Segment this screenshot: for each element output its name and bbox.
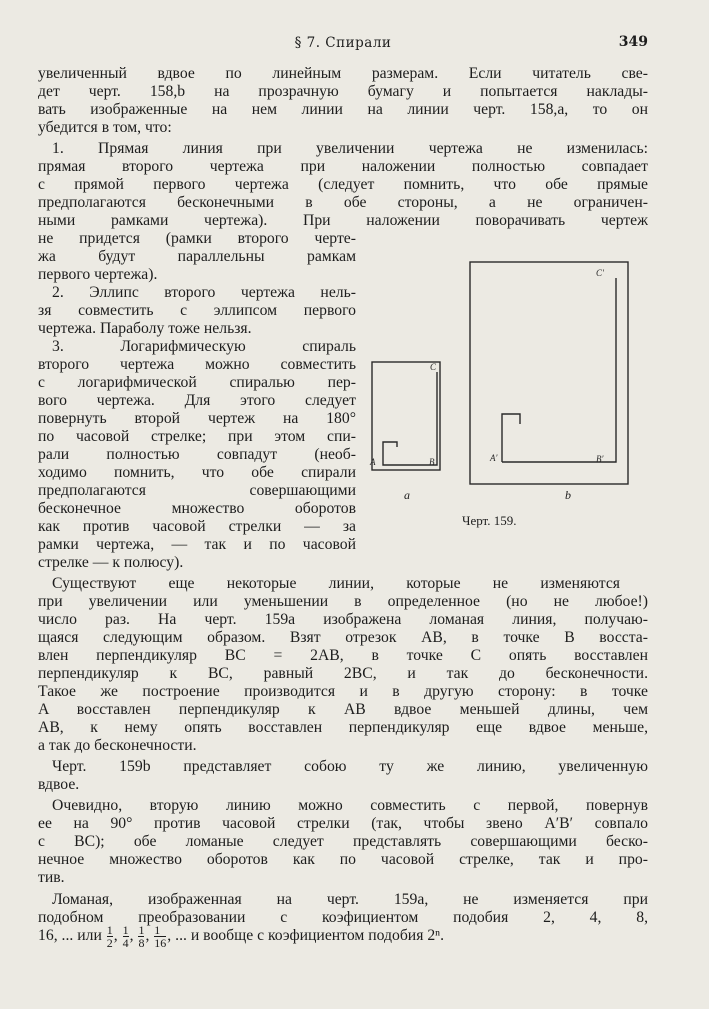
text-line: Очевидно, вторую линию можно совместить с первой, повернув: [52, 797, 648, 814]
fraction: $\frac{1}{8}$: [138, 922, 145, 950]
formula-tail: ... и вообще с коэфициентом подобия 2ⁿ.: [175, 927, 445, 944]
text-line: не придется (рамки второго черте-: [38, 230, 356, 247]
text-line: ходимо помнить, что обе спирали: [38, 464, 356, 481]
text-line: повернуть второй чертеж на 180°: [38, 410, 356, 427]
fraction: $\frac{1}{2}$: [106, 922, 113, 950]
figure-caption: Черт. 159.: [462, 513, 517, 528]
text-line: щаяся следующим образом. Взят отрезок AB, в точке B восста-: [38, 629, 648, 646]
figure-b-label: b: [565, 488, 571, 502]
text-line: вдвое.: [38, 776, 80, 793]
point-b-label: B: [429, 457, 435, 467]
text-line: перпендикуляр к BC, равный 2BC, и так до бесконечности.: [38, 665, 648, 682]
text-line: дет черт. 158,b на прозрачную бумагу и попытается наклады-: [38, 83, 648, 100]
point-a-label: A: [370, 457, 376, 467]
point-a-prime-label: A′: [490, 453, 498, 463]
text-line: при увеличении или уменьшении в определенное (но не любое!): [38, 593, 648, 610]
text-line: по часовой стрелке; при этом спи-: [38, 428, 356, 445]
frame-b: [470, 262, 628, 484]
text-line: с прямой первого чертежа (следует помнить, что обе прямые: [38, 176, 648, 193]
text-line: Существуют еще некоторые линии, которые не изменяются: [52, 575, 620, 592]
text-line: A восставлен перпендикуляр к AB вдвое меньшей длины, чем: [38, 701, 648, 718]
polyline-b-inner: [502, 414, 520, 462]
text-line: ными рамками чертежа). При наложении поворачивать чертеж: [38, 212, 648, 229]
text-line: Черт. 159b представляет собою ту же линию, увеличенную: [52, 758, 648, 775]
text-line: жа будут параллельны рамкам: [38, 248, 356, 265]
text-line: рамки чертежа, — так и по часовой: [38, 536, 356, 553]
text-line: предполагаются совершающими: [38, 482, 356, 499]
frame-a: [372, 362, 440, 470]
point-c-label: C: [430, 362, 437, 372]
polyline-a: [383, 372, 437, 465]
text-line: бесконечное множество оборотов: [38, 500, 356, 517]
text-line: стрелке — к полюсу).: [38, 554, 184, 571]
figure-a-label: a: [404, 488, 410, 502]
text-line: предполагаются бесконечными в обе стороны, а не ограничен-: [38, 194, 648, 211]
text-line: а так до бесконечности.: [38, 737, 197, 754]
text-line: прямая второго чертежа при наложении полностью совпадает: [38, 158, 648, 175]
text-line: второго чертежа можно совместить: [38, 356, 356, 373]
point-b-prime-label: B′: [596, 454, 604, 464]
fraction: $\frac{1}{4}$: [122, 922, 129, 950]
text-line: как против часовой стрелки — за: [38, 518, 356, 535]
polyline-b-main: [502, 278, 616, 462]
text-line: влен перпендикуляр BC = 2AB, в точке C опять восставлен: [38, 647, 648, 664]
text-line: с логарифмической спиралью пер-: [38, 374, 356, 391]
text-line: первого чертежа).: [38, 266, 158, 283]
text-line: нечное множество оборотов как по часовой стрелке, так и про-: [38, 851, 648, 868]
text-line: 1. Прямая линия при увеличении чертежа не изменилась:: [52, 140, 648, 157]
text-line: чертежа. Параболу тоже нельзя.: [38, 320, 252, 337]
text-line: зя совместить с эллипсом первого: [38, 302, 356, 319]
text-line: вого чертежа. Для этого следует: [38, 392, 356, 409]
text-line: 2. Эллипс второго чертежа нель-: [52, 284, 356, 301]
text-line: с BC); обе ломаные следует представлять совершающими беско-: [38, 833, 648, 850]
text-line: число раз. На черт. 159a изображена ломаная линия, получаю-: [38, 611, 648, 628]
page-number: 349: [618, 34, 648, 50]
text-line: рали полностью совпадут (необ-: [38, 446, 356, 463]
text-line: подобном преобразовании с коэфициентом подобия 2, 4, 8,: [38, 909, 648, 926]
fraction: $\frac{1}{16}$: [154, 922, 167, 950]
formula-line: 16, ... или $\frac{1}{2}$ , $\frac{1}{4}$ , $\frac{1}{8}$ , $\frac{1}{16}$ , ... и вообще с коэфициентом подобия 2ⁿ.: [38, 922, 445, 950]
text-line: убедится в том, что:: [38, 119, 172, 136]
text-line: 3. Логарифмическую спираль: [52, 338, 356, 355]
text-line: тив.: [38, 869, 65, 886]
text-line: вать изображенные на нем линии на линии черт. 158,a, то он: [38, 101, 648, 118]
text-line: увеличенный вдвое по линейным размерам. Если читатель све-: [38, 65, 648, 82]
point-c-prime-label: C′: [596, 268, 604, 278]
formula-lead: 16, ... или: [38, 927, 102, 944]
section-title: § 7. Спирали: [294, 35, 392, 51]
text-line: Такое же построение производится и в другую сторону: в точке: [38, 683, 648, 700]
text-line: ее на 90° против часовой стрелки (так, чтобы звено A′B′ совпало: [38, 815, 648, 832]
text-line: AB, к нему опять восставлен перпендикуляр еще вдвое меньше,: [38, 719, 648, 736]
text-line: Ломаная, изображенная на черт. 159a, не изменяется при: [52, 891, 648, 908]
